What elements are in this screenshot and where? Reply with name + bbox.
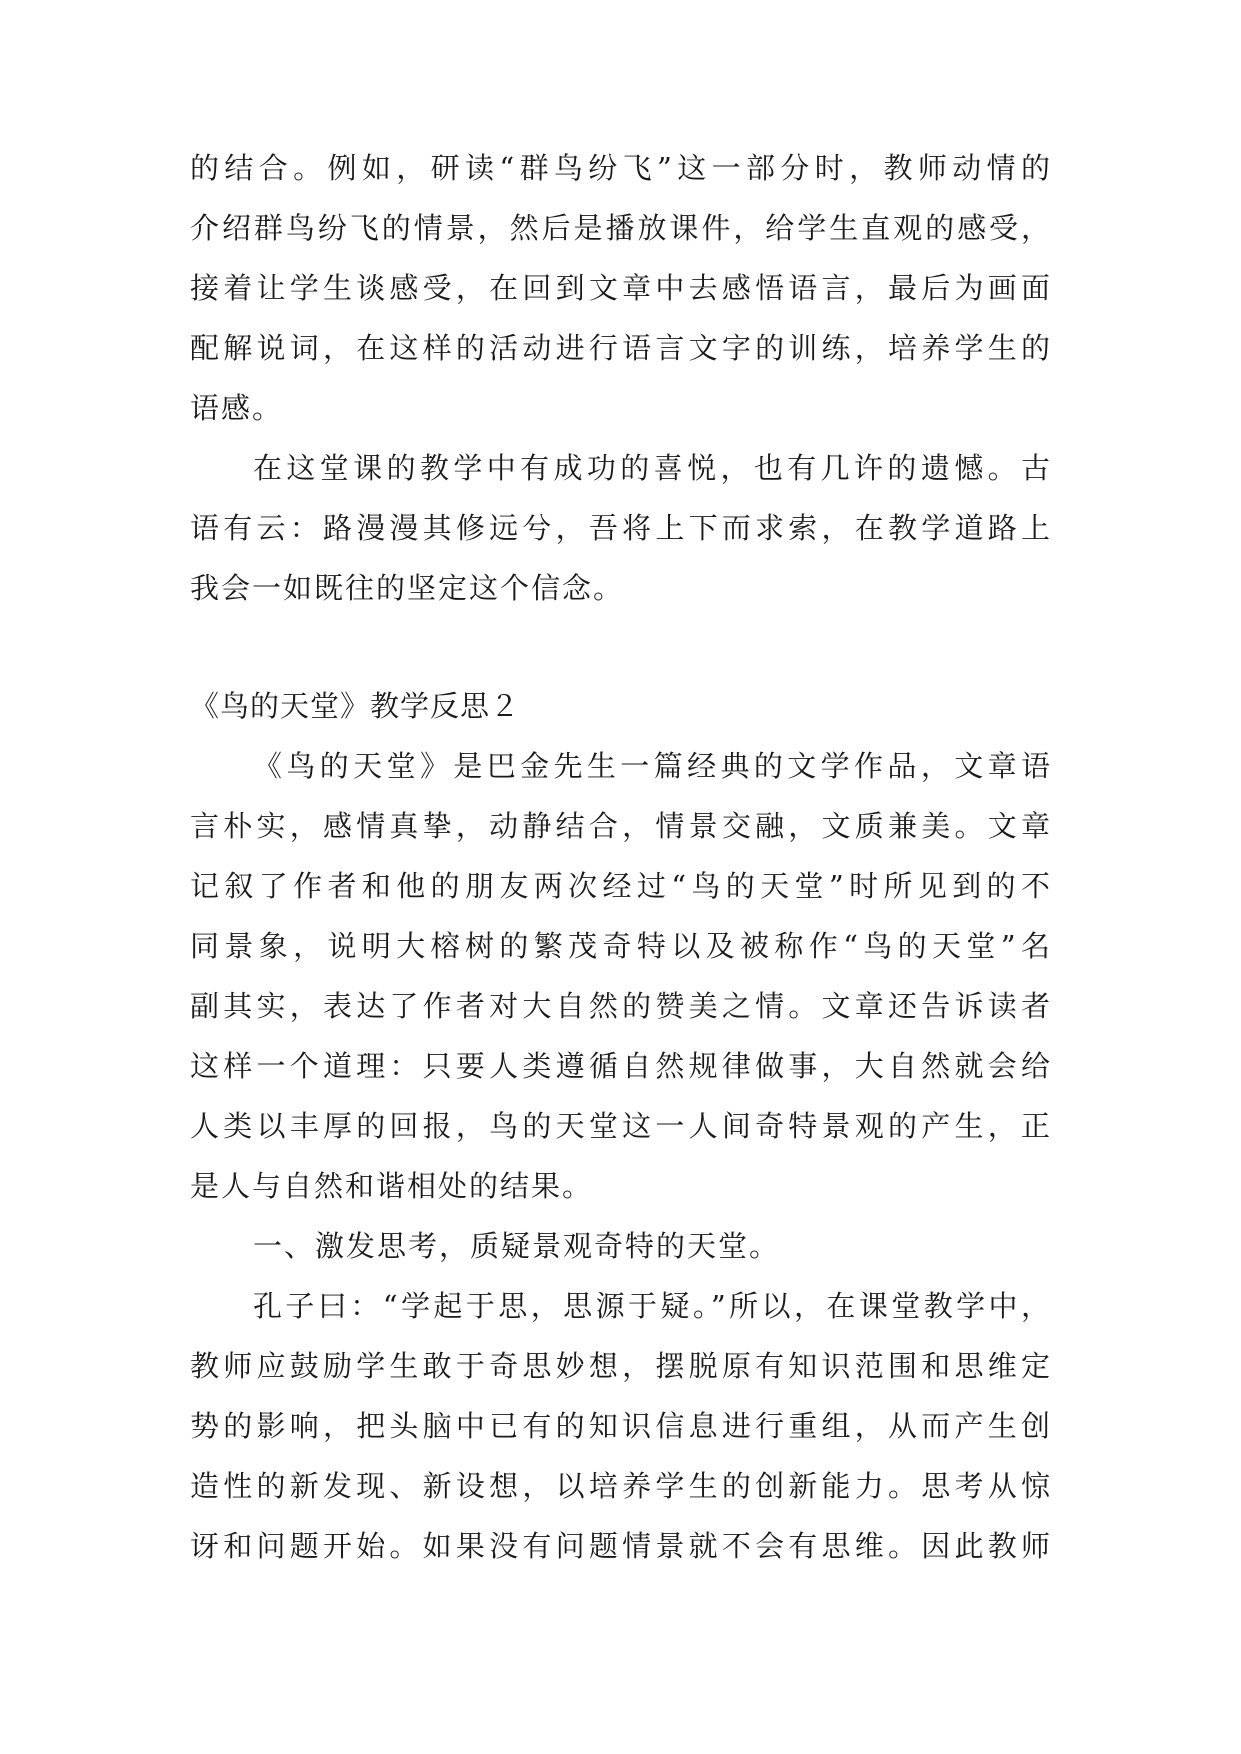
text-line: 接着让学生谈感受，在回到文章中去感悟语言，最后为画面 [190, 271, 1050, 305]
text-line: 人类以丰厚的回报，鸟的天堂这一人间奇特景观的产生，正 [190, 1109, 1050, 1143]
text-line: 配解说词，在这样的活动进行语言文字的训练，培养学生的 [190, 331, 1050, 365]
text-line: 势的影响，把头脑中已有的知识信息进行重组，从而产生创 [190, 1409, 1050, 1443]
text-line: 这样一个道理：只要人类遵循自然规律做事，大自然就会给 [190, 1049, 1050, 1083]
text-line: 语感。 [190, 391, 284, 425]
text-line: 介绍群鸟纷飞的情景，然后是播放课件，给学生直观的感受， [190, 211, 1050, 245]
text-line: 《鸟的天堂》是巴金先生一篇经典的文学作品，文章语 [253, 749, 1050, 783]
text-line: 造性的新发现、新设想，以培养学生的创新能力。思考从惊 [190, 1469, 1050, 1503]
text-line: 我会一如既往的坚定这个信念。 [190, 571, 625, 605]
text-line: 是人与自然和谐相处的结果。 [190, 1169, 594, 1203]
section-heading: 《鸟的天堂》教学反思２ [190, 689, 521, 723]
text-line: 副其实，表达了作者对大自然的赞美之情。文章还告诉读者 [190, 989, 1050, 1023]
text-line: 同景象，说明大榕树的繁茂奇特以及被称作“鸟的天堂”名 [190, 929, 1050, 963]
text-line: 讶和问题开始。如果没有问题情景就不会有思维。因此教师 [190, 1529, 1050, 1563]
text-line: 在这堂课的教学中有成功的喜悦，也有几许的遗憾。古 [253, 451, 1050, 485]
text-line: 记叙了作者和他的朋友两次经过“鸟的天堂”时所见到的不 [190, 869, 1050, 903]
subheading: 一、激发思考，质疑景观奇特的天堂。 [253, 1229, 781, 1263]
text-line: 言朴实，感情真挚，动静结合，情景交融，文质兼美。文章 [190, 809, 1050, 843]
text-line: 语有云：路漫漫其修远兮，吾将上下而求索，在教学道路上 [190, 511, 1050, 545]
text-line: 的结合。例如，研读“群鸟纷飞”这一部分时，教师动情的 [190, 151, 1050, 185]
text-line: 孔子曰：“学起于思，思源于疑。”所以，在课堂教学中， [253, 1289, 1050, 1323]
text-line: 教师应鼓励学生敢于奇思妙想，摆脱原有知识范围和思维定 [190, 1349, 1050, 1383]
